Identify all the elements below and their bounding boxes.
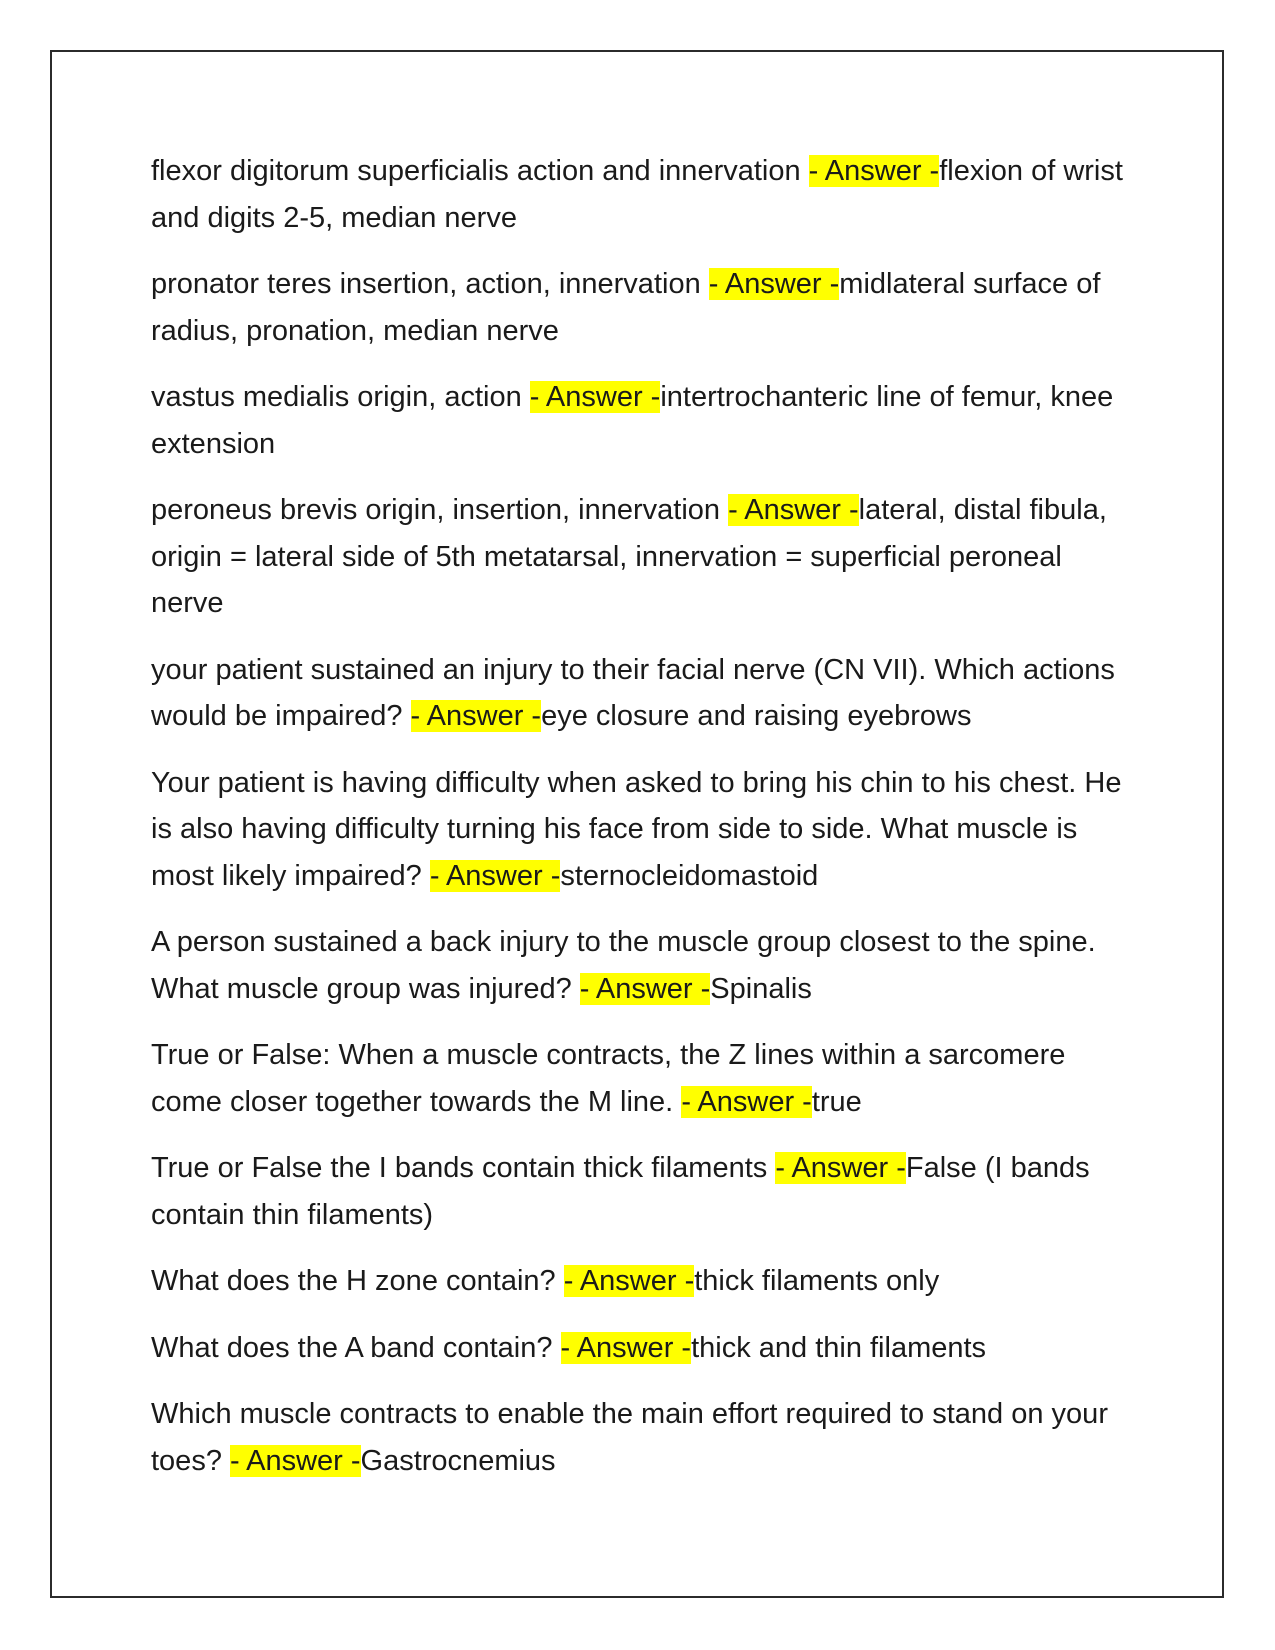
answer-label: - Answer - xyxy=(230,1444,361,1477)
qa-item xyxy=(151,1391,1131,1484)
question-text: vastus medialis origin, action xyxy=(151,381,530,413)
question-text: your patient sustained an injury to their facial nerve (CN VII). Which actions would be impaired? xyxy=(151,653,1115,732)
question-text: What does the H zone contain? xyxy=(151,1265,564,1297)
question-text: peroneus brevis origin, insertion, innervation xyxy=(151,494,729,526)
question-text: What does the A band contain? xyxy=(151,1331,561,1364)
answer-text: true xyxy=(811,1085,862,1118)
answer-text: flexion of wrist and digits 2-5, median nerve xyxy=(151,155,1123,234)
answer-label: - Answer - xyxy=(579,972,711,1005)
answer-label: - Answer - xyxy=(728,494,859,526)
answer-text: lateral, distal fibula, origin = lateral side of 5th metatarsal, innervation = superficial peroneal nerve xyxy=(151,494,1107,619)
answer-text: Spinalis xyxy=(710,972,812,1005)
question-text: True or False the I bands contain thick filaments xyxy=(151,1152,776,1184)
question-text: True or False: When a muscle contracts, the Z lines within a sarcomere come closer together towards the M line. xyxy=(151,1039,1066,1118)
answer-text: Gastrocnemius xyxy=(360,1444,556,1477)
qa-item xyxy=(151,919,1131,1012)
qa-item xyxy=(151,647,1131,740)
qa-item xyxy=(151,487,1131,627)
qa-item xyxy=(151,374,1131,467)
question-text: A person sustained a back injury to the muscle group closest to the spine. What muscle group was injured? xyxy=(151,926,1096,1005)
answer-label: - Answer - xyxy=(529,381,661,413)
qa-item xyxy=(151,148,1131,241)
qa-list xyxy=(151,148,1131,1504)
answer-label: - Answer - xyxy=(708,268,840,300)
qa-item xyxy=(151,760,1131,900)
qa-item xyxy=(151,1325,1131,1372)
answer-text: eye closure and raising eyebrows xyxy=(541,700,972,732)
qa-item xyxy=(151,261,1131,354)
answer-label: - Answer - xyxy=(775,1152,906,1184)
answer-text: thick and thin filaments xyxy=(691,1331,987,1364)
answer-label: - Answer - xyxy=(429,859,561,892)
answer-text: intertrochanteric line of femur, knee extension xyxy=(151,381,1114,460)
answer-text: midlateral surface of radius, pronation, median nerve xyxy=(151,268,1101,347)
question-text: Your patient is having difficulty when asked to bring his chin to his chest. He is also having difficulty turning his face from side to side. What muscle is most likely impaired? xyxy=(151,766,1122,892)
answer-text: thick filaments only xyxy=(694,1265,940,1297)
answer-text: False (I bands contain thin filaments) xyxy=(151,1152,1090,1231)
answer-text: sternocleidomastoid xyxy=(560,859,819,892)
answer-label: - Answer - xyxy=(560,1331,692,1364)
answer-label: - Answer - xyxy=(410,700,542,732)
qa-item xyxy=(151,1145,1131,1238)
answer-label: - Answer - xyxy=(681,1085,812,1118)
qa-item xyxy=(151,1258,1131,1305)
answer-label: - Answer - xyxy=(808,155,940,187)
answer-label: - Answer - xyxy=(563,1265,695,1297)
question-text: flexor digitorum superficialis action and innervation xyxy=(151,155,809,187)
question-text: pronator teres insertion, action, innervation xyxy=(151,268,709,300)
question-text: Which muscle contracts to enable the main effort required to stand on your toes? xyxy=(151,1398,1108,1477)
qa-item xyxy=(151,1032,1131,1125)
